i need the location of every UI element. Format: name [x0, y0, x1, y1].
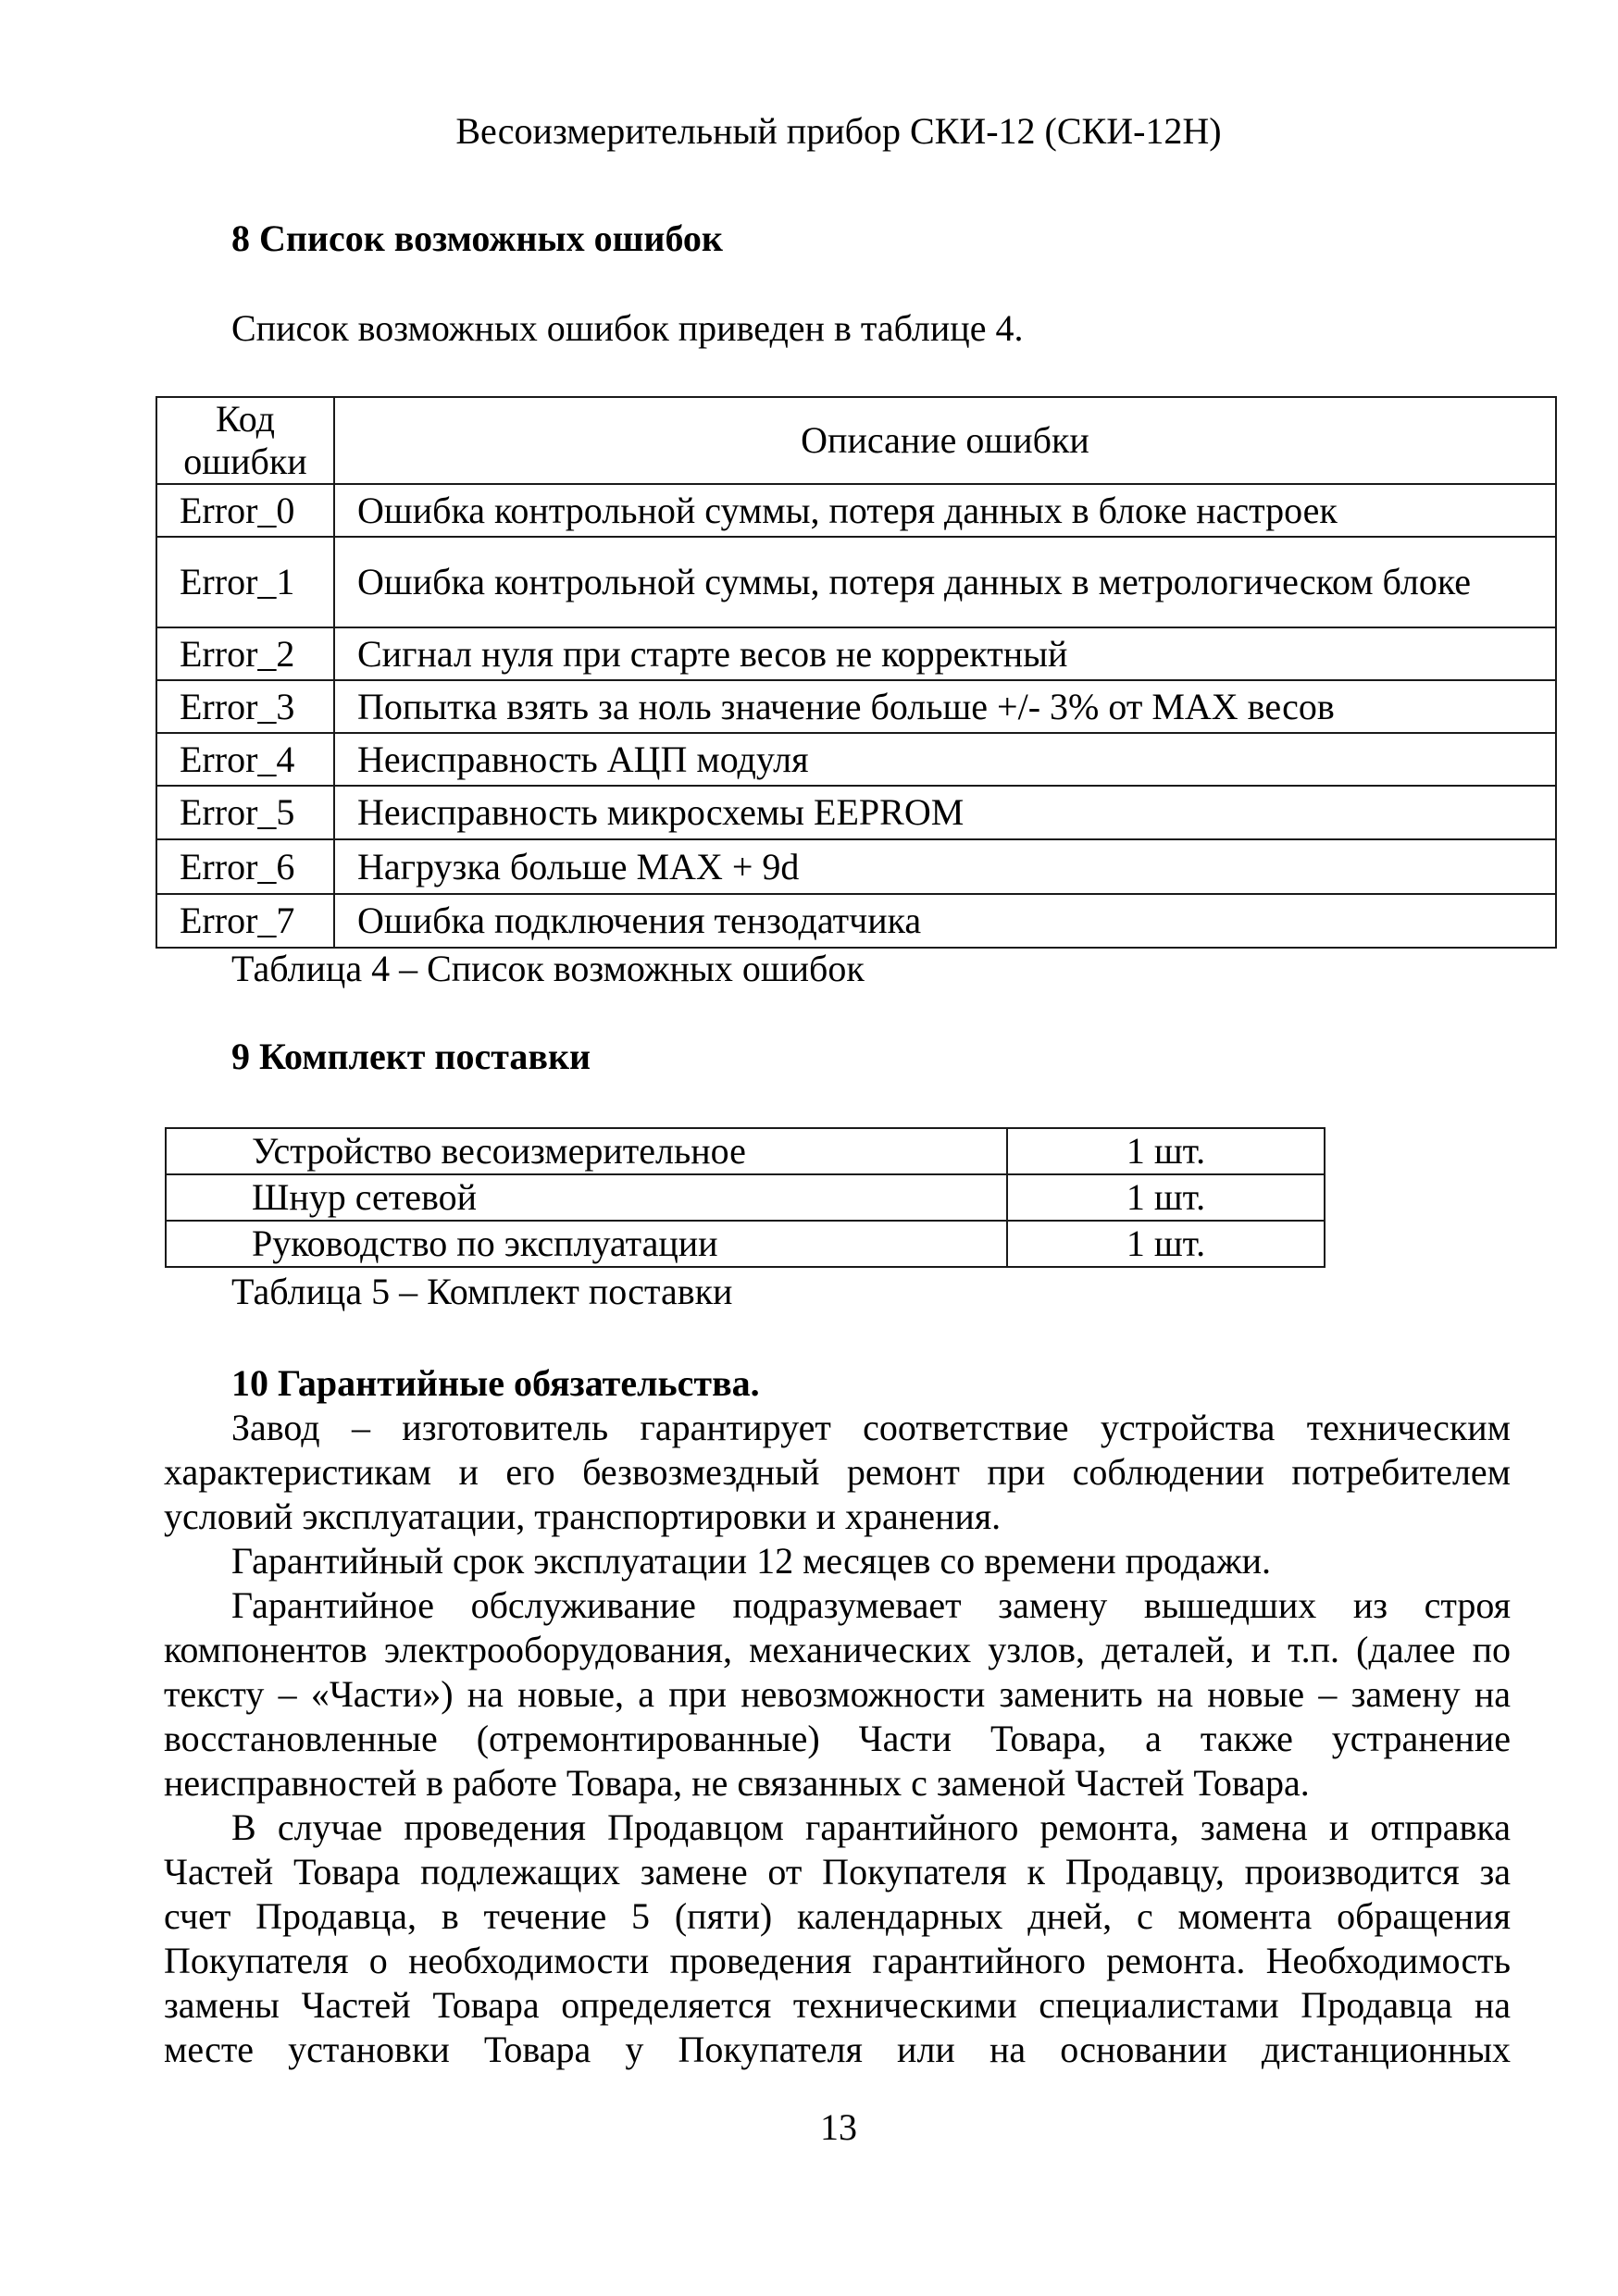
section-10-heading: 10 Гарантийные обязательства.	[231, 1362, 760, 1404]
paragraph-line: компонентов электрооборудования, механических узлов, деталей, и т.п. (далее по	[164, 1629, 1511, 1670]
error-codes-table	[156, 396, 1557, 949]
paragraph-line: Гарантийное обслуживание подразумевает замену вышедших из строя	[231, 1584, 1511, 1626]
table-row	[156, 894, 1556, 948]
error-code: Error_2	[156, 627, 334, 680]
error-code: Error_1	[156, 537, 334, 627]
table-5-caption: Таблица 5 – Комплект поставки	[231, 1271, 733, 1312]
error-description: Ошибка контрольной суммы, потеря данных в блоке настроек	[334, 484, 1556, 537]
paragraph-line: месте установки Товара у Покупателя или на основании дистанционных	[164, 2029, 1511, 2070]
error-code: Error_0	[156, 484, 334, 537]
delivery-set-table	[165, 1127, 1326, 1268]
column-header-description: Описание ошибки	[334, 397, 1556, 484]
section-8-intro: Список возможных ошибок приведен в таблице 4.	[231, 307, 1024, 349]
table-row	[166, 1174, 1325, 1221]
error-code: Error_3	[156, 680, 334, 733]
table-4-caption: Таблица 4 – Список возможных ошибок	[231, 948, 865, 989]
paragraph-line: характеристикам и его безвозмездный ремонт при соблюдении потребителем	[164, 1451, 1511, 1493]
error-code: Error_5	[156, 786, 334, 839]
error-description: Ошибка подключения тензодатчика	[334, 894, 1556, 948]
paragraph-line: Частей Товара подлежащих замене от Покупателя к Продавцу, производится за	[164, 1851, 1511, 1893]
error-description: Нагрузка больше MAX + 9d	[334, 839, 1556, 894]
error-code: Error_6	[156, 839, 334, 894]
paragraph-line: условий эксплуатации, транспортировки и хранения.	[164, 1496, 1002, 1537]
error-code: Error_7	[156, 894, 334, 948]
section-8-heading: 8 Список возможных ошибок	[231, 217, 723, 259]
kit-item: Шнур сетевой	[166, 1174, 1007, 1221]
table-row	[166, 1128, 1325, 1174]
paragraph-line: Завод – изготовитель гарантирует соответствие устройства техническим	[231, 1407, 1511, 1448]
table-row	[156, 484, 1556, 537]
column-header-code: Код ошибки	[156, 397, 334, 484]
kit-item: Устройство весоизмерительное	[166, 1128, 1007, 1174]
table-row	[166, 1221, 1325, 1267]
error-description: Неисправность АЦП модуля	[334, 733, 1556, 786]
paragraph-line: замены Частей Товара определяется техническими специалистами Продавца на	[164, 1984, 1511, 2026]
table-header-row	[156, 397, 1556, 484]
paragraph-line: Покупателя о необходимости проведения гарантийного ремонта. Необходимость	[164, 1940, 1511, 1981]
error-description: Попытка взять за ноль значение больше +/- 3% от MAX весов	[334, 680, 1556, 733]
paragraph-line: В случае проведения Продавцом гарантийного ремонта, замена и отправка	[231, 1806, 1511, 1848]
table-row	[156, 537, 1556, 627]
paragraph-line: тексту – «Части») на новые, а при невозможности заменить на новые – замену на	[164, 1673, 1511, 1715]
kit-quantity: 1 шт.	[1007, 1174, 1325, 1221]
kit-item: Руководство по эксплуатации	[166, 1221, 1007, 1267]
error-code: Error_4	[156, 733, 334, 786]
kit-quantity: 1 шт.	[1007, 1128, 1325, 1174]
running-header: Весоизмерительный прибор СКИ-12 (СКИ-12Н)	[455, 110, 1222, 152]
page-number: 13	[820, 2106, 857, 2148]
table-row	[156, 733, 1556, 786]
table-row	[156, 680, 1556, 733]
error-description: Сигнал нуля при старте весов не корректный	[334, 627, 1556, 680]
table-row	[156, 786, 1556, 839]
paragraph-line: неисправностей в работе Товара, не связанных с заменой Частей Товара.	[164, 1762, 1310, 1804]
section-9-heading: 9 Комплект поставки	[231, 1036, 591, 1077]
error-description: Неисправность микросхемы EEPROM	[334, 786, 1556, 839]
paragraph-line: восстановленные (отремонтированные) Части Товара, а также устранение	[164, 1718, 1511, 1759]
table-row	[156, 839, 1556, 894]
error-description: Ошибка контрольной суммы, потеря данных в метрологическом блоке	[334, 537, 1556, 627]
kit-quantity: 1 шт.	[1007, 1221, 1325, 1267]
paragraph-line: Гарантийный срок эксплуатации 12 месяцев со времени продажи.	[231, 1540, 1272, 1582]
paragraph-line: счет Продавца, в течение 5 (пяти) календарных дней, с момента обращения	[164, 1895, 1511, 1937]
table-row	[156, 627, 1556, 680]
